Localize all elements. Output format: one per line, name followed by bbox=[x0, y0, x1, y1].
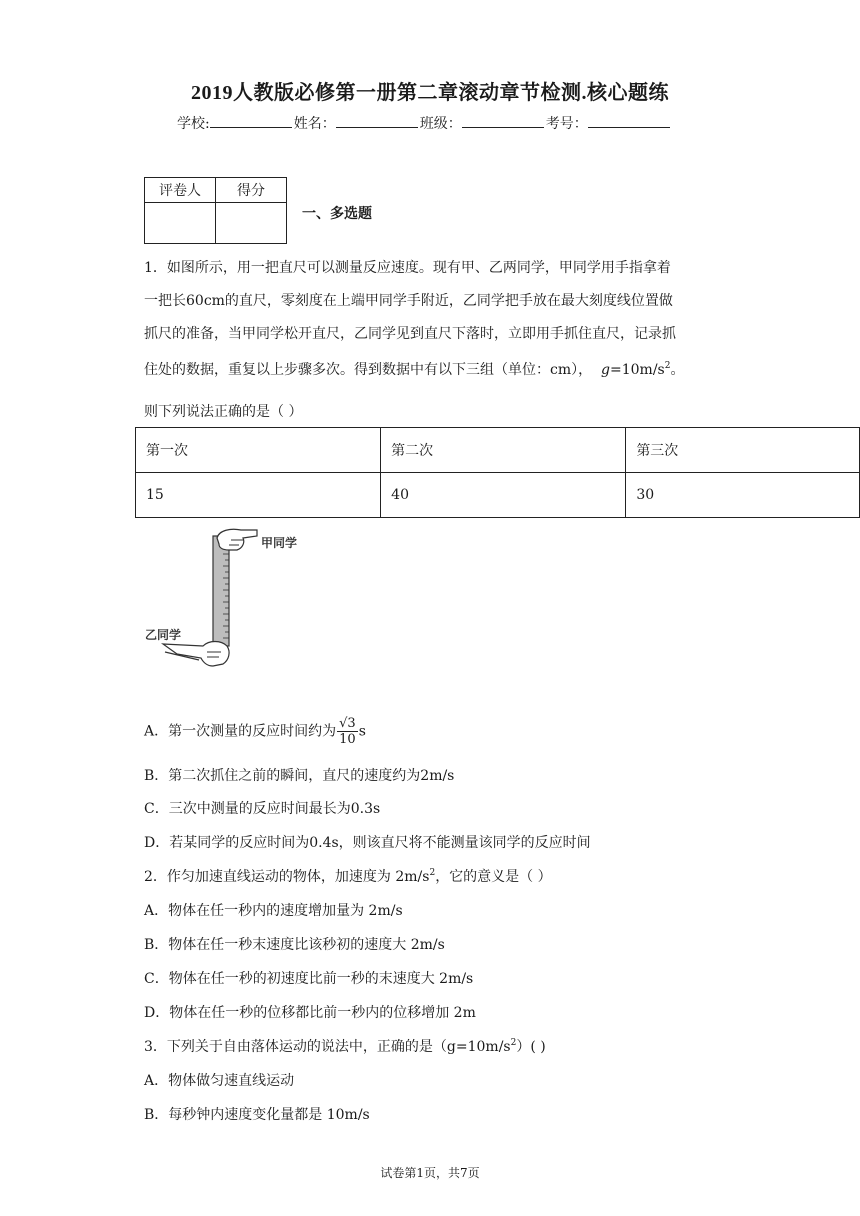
table-value-3: 30 bbox=[626, 473, 860, 518]
q1-unit: cm bbox=[550, 362, 572, 378]
fraction-numerator: √3 bbox=[339, 716, 356, 731]
q2-option-c: C．物体在任一秒的初速度比前一秒的末速度大 2m/s bbox=[144, 971, 474, 987]
page-footer: 试卷第1页，共7页 bbox=[380, 1166, 480, 1180]
exam-no-label: 考号： bbox=[545, 116, 588, 132]
student-info-line bbox=[177, 113, 672, 133]
q2-option-b: B．物体在任一秒末速度比该秒初的速度大 2m/s bbox=[144, 937, 445, 953]
q2-stem-text: 2．作匀加速直线运动的物体，加速度为 2m/s bbox=[144, 869, 430, 885]
exam-no-blank[interactable] bbox=[588, 113, 670, 128]
q3-option-b: B．每秒钟内速度变化量都是 10m/s bbox=[144, 1107, 370, 1123]
q1-line-3: 抓尺的准备，当甲同学松开直尺，乙同学见到直尺下落时，立即用手抓住直尺，记录抓 bbox=[144, 326, 676, 342]
q2-stem bbox=[144, 866, 552, 886]
q2-exponent: 2 bbox=[429, 868, 436, 878]
q1-g-exponent: 2 bbox=[664, 361, 671, 371]
fraction-denominator: 10 bbox=[339, 732, 356, 747]
name-label: 姓名： bbox=[293, 116, 336, 132]
grader-table bbox=[144, 177, 287, 244]
section-title: 一、多选题 bbox=[302, 206, 372, 222]
q1-g-symbol: g bbox=[601, 362, 610, 378]
q3-stem bbox=[144, 1036, 546, 1056]
q1-line-4-text: 住处的数据，重复以上步骤多次。得到数据中有以下三组（单位： bbox=[144, 362, 550, 378]
q1-line-1: 1．如图所示，用一把直尺可以测量反应速度。现有甲、乙两同学，甲同学用手指拿着 bbox=[144, 260, 671, 276]
q1-option-c: C．三次中测量的反应时间最长为0.3s bbox=[144, 801, 381, 817]
name-blank[interactable] bbox=[336, 113, 418, 128]
table-header-2: 第二次 bbox=[381, 428, 626, 473]
ruler-figure bbox=[143, 526, 313, 680]
measurement-table bbox=[135, 427, 860, 518]
table-header-3: 第三次 bbox=[626, 428, 860, 473]
q2-option-d: D．物体在任一秒的位移都比前一秒内的位移增加 2m bbox=[144, 1005, 476, 1021]
q1-option-d: D．若某同学的反应时间为0.4s，则该直尺将不能测量该同学的反应时间 bbox=[144, 835, 591, 851]
q1-option-a-unit: s bbox=[358, 723, 366, 740]
reviewer-cell bbox=[145, 203, 216, 244]
school-blank[interactable] bbox=[210, 113, 292, 128]
q1-line-4-sep: ）， bbox=[571, 362, 593, 378]
school-label: 学校: bbox=[177, 116, 210, 132]
q1-option-a-text: A．第一次测量的反应时间约为 bbox=[144, 723, 337, 740]
label-student-jia: 甲同学 bbox=[261, 536, 298, 550]
sqrt3-over-10-fraction bbox=[337, 716, 358, 747]
q1-line-4 bbox=[144, 359, 684, 379]
class-blank[interactable] bbox=[462, 113, 544, 128]
q1-line-2: 一把长60cm的直尺，零刻度在上端甲同学手附近，乙同学把手放在最大刻度线位置做 bbox=[144, 293, 673, 309]
table-value-2: 40 bbox=[381, 473, 626, 518]
score-header: 得分 bbox=[216, 178, 287, 203]
score-cell bbox=[216, 203, 287, 244]
q3-exponent: 2 bbox=[510, 1038, 517, 1048]
q1-line-4-end: 。 bbox=[670, 362, 685, 378]
label-student-yi: 乙同学 bbox=[145, 628, 182, 642]
q1-option-a bbox=[144, 716, 366, 747]
page-title: 2019人教版必修第一册第二章滚动章节检测.核心题练 bbox=[191, 82, 669, 104]
q1-line-5: 则下列说法正确的是（ ） bbox=[144, 404, 303, 420]
reviewer-header: 评卷人 bbox=[145, 178, 216, 203]
table-header-1: 第一次 bbox=[136, 428, 381, 473]
q3-stem-text: 3．下列关于自由落体运动的说法中，正确的是（g=10m/s bbox=[144, 1039, 511, 1055]
q1-g-value: =10m/s bbox=[610, 362, 665, 378]
q2-stem-end: ，它的意义是（ ） bbox=[435, 869, 552, 885]
q3-stem-end: ）( ) bbox=[516, 1039, 546, 1055]
q3-option-a: A．物体做匀速直线运动 bbox=[144, 1073, 295, 1089]
q2-option-a: A．物体在任一秒内的速度增加量为 2m/s bbox=[144, 903, 403, 919]
q1-option-b: B．第二次抓住之前的瞬间，直尺的速度约为2m/s bbox=[144, 768, 455, 784]
table-value-1: 15 bbox=[136, 473, 381, 518]
class-label: 班级： bbox=[419, 116, 462, 132]
